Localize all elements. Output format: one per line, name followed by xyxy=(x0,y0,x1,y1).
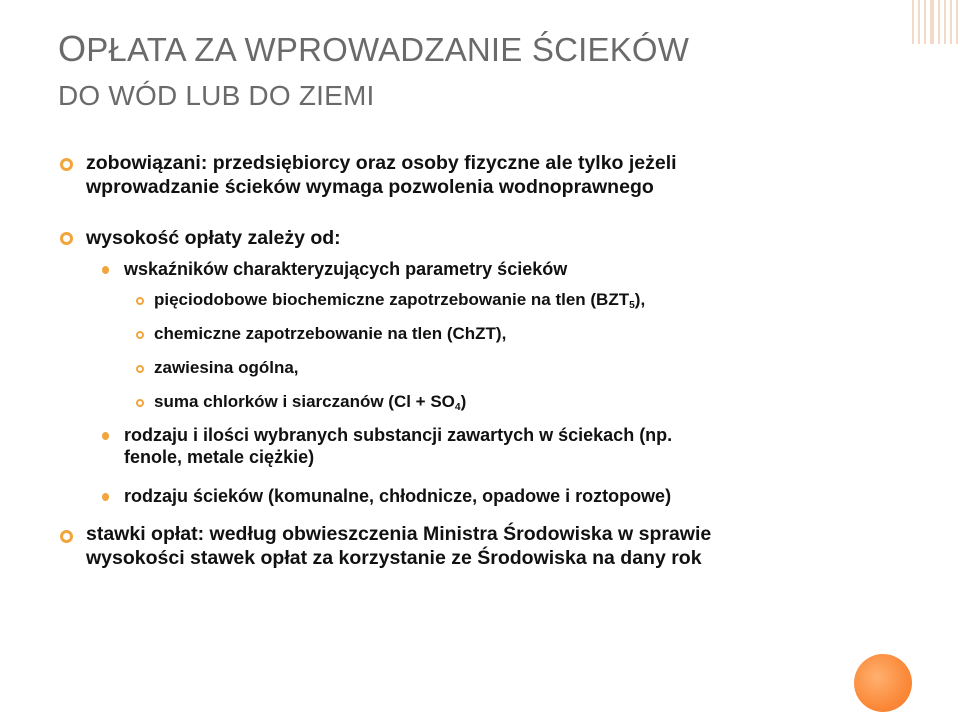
bullet-dot-icon xyxy=(102,432,109,440)
bullet-obligated xyxy=(86,151,677,199)
bullet-obligated-line-2: wprowadzanie ścieków wymaga pozwolenia wodnoprawnego xyxy=(86,176,654,198)
bullet-substances xyxy=(124,424,672,468)
bullet-indicators: wskaźników charakteryzujących parametry ścieków xyxy=(124,259,568,279)
bullet-ring-icon xyxy=(60,232,73,245)
bullet-substances-line-1: rodzaju i ilości wybranych substancji zawartych w ściekach (np. xyxy=(124,425,673,445)
bullet-ring-icon xyxy=(60,530,73,543)
bullet-small-ring-icon xyxy=(136,331,144,339)
bullet-small-ring-icon xyxy=(136,365,144,373)
bod5-close: ), xyxy=(634,290,646,309)
title-rest: PŁATA ZA WPROWADZANIE ŚCIEKÓW xyxy=(86,31,690,68)
bullet-rates-line-2: wysokości stawek opłat za korzystanie ze Środowiska na dany rok xyxy=(86,547,702,569)
bullet-wastewater-types: rodzaju ścieków (komunalne, chłodnicze, opadowe i roztopowe) xyxy=(124,486,672,506)
bullet-obligated-line-1: zobowiązani: przedsiębiorcy oraz osoby fizyczne ale tylko jeżeli xyxy=(86,152,677,174)
bullet-dot-icon xyxy=(102,266,109,274)
bullet-rates-line-1: stawki opłat: według obwieszczenia Ministra Środowiska w sprawie xyxy=(86,523,712,545)
bullet-chlorides-sulfates xyxy=(154,392,466,412)
chlorides-subscript: 4 xyxy=(454,402,461,413)
bullet-small-ring-icon xyxy=(136,297,144,305)
decorative-stripes xyxy=(932,0,960,44)
decorative-orange-circle xyxy=(854,654,912,712)
bod5-text: pięciodobowe biochemiczne zapotrzebowanie na tlen (BZT xyxy=(154,290,630,309)
chlorides-close: ) xyxy=(460,392,467,411)
bullet-small-ring-icon xyxy=(136,399,144,407)
bullet-cod: chemiczne zapotrzebowanie na tlen (ChZT), xyxy=(154,324,507,343)
bullet-suspended-solids: zawiesina ogólna, xyxy=(154,358,299,377)
bullet-ring-icon xyxy=(60,158,73,171)
slide-title-line-1 xyxy=(58,28,689,70)
bullet-substances-line-2: fenole, metale ciężkie) xyxy=(124,447,315,467)
slide-title-line-2: DO WÓD LUB DO ZIEMI xyxy=(58,80,375,111)
title-initial-cap: O xyxy=(58,28,87,69)
bod5-subscript: 5 xyxy=(629,300,635,311)
bullet-dot-icon xyxy=(102,493,109,501)
bullet-fee-amount: wysokość opłaty zależy od: xyxy=(86,227,341,249)
chlorides-text: suma chlorków i siarczanów (Cl + SO xyxy=(154,392,455,411)
bullet-rates xyxy=(86,522,711,570)
bullet-bod5 xyxy=(154,290,645,310)
